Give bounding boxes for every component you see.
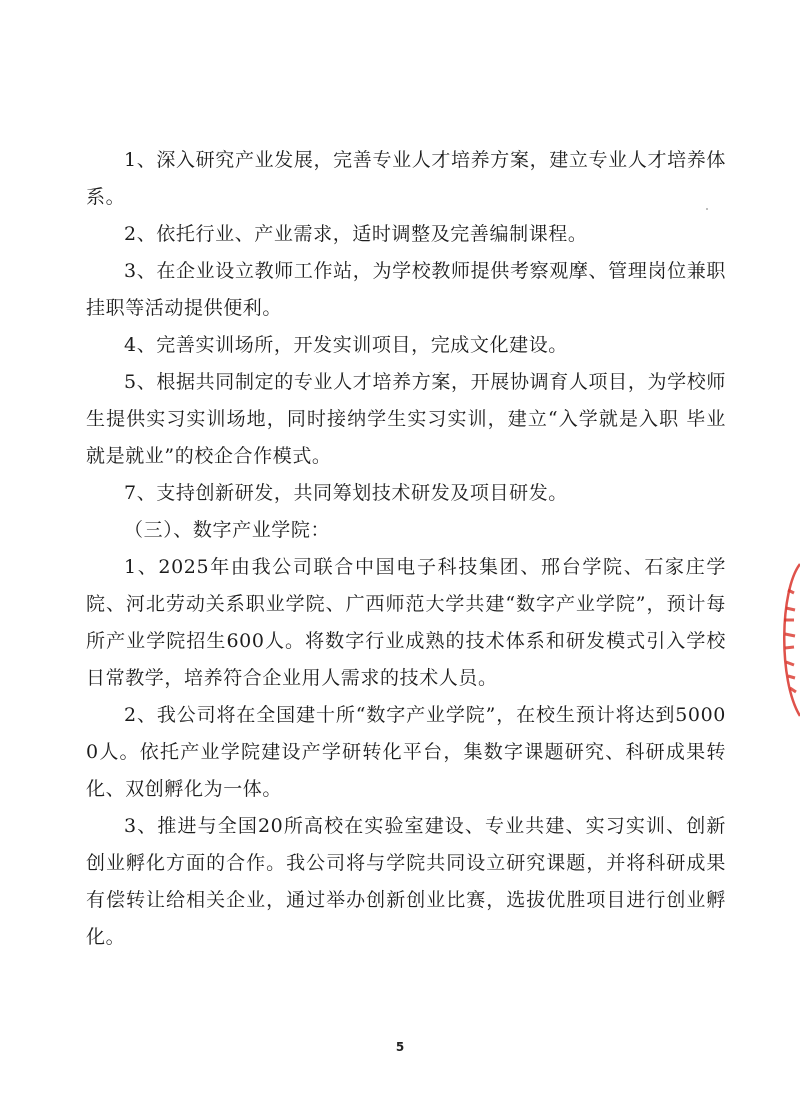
body-text: [86, 142, 726, 956]
digital-paragraph-3: 3、推进与全国20所高校在实验室建设、专业共建、实习实训、创新创业孵化方面的合作。我公司将与学院共同设立研究课题，并将科研成果有偿转让给相关企业，通过举办创新创业比赛，选拔优胜项目进行创业孵化。: [86, 815, 726, 948]
paragraph-2: 2、依托行业、产业需求，适时调整及完善编制课程。: [124, 223, 588, 245]
paragraph-7: 7、支持创新研发，共同筹划技术研发及项目研发。: [124, 482, 568, 504]
digital-paragraph-1: 1、2025年由我公司联合中国电子科技集团、邢台学院、石家庄学院、河北劳动关系职业学院、广西师范大学共建“数字产业学院”，预计每所产业学院招生600人。将数字行业成熟的技术体系和研发模式引入学校日常教学，培养符合企业用人需求的技术人员。: [86, 556, 726, 689]
section-heading: （三）、数字产业学院：: [124, 519, 331, 541]
red-seal-fragment-icon: [770, 560, 800, 720]
paragraph-5: 5、根据共同制定的专业人才培养方案，开展协调育人项目，为学校师生提供实习实训场地，同时接纳学生实习实训，建立“入学就是入职 毕业就是就业”的校企合作模式。: [86, 371, 726, 467]
paragraph-1: 1、深入研究产业发展，完善专业人才培养方案，建立专业人才培养体系。: [86, 149, 726, 208]
page-number: 5: [395, 1040, 405, 1054]
paragraph-4: 4、完善实训场所，开发实训项目，完成文化建设。: [124, 334, 568, 356]
scan-speck: [706, 208, 708, 210]
digital-paragraph-2: 2、我公司将在全国建十所“数字产业学院”，在校生预计将达到50000人。依托产业学院建设产学研转化平台，集数字课题研究、科研成果转化、双创孵化为一体。: [86, 704, 726, 800]
paragraph-3: 3、在企业设立教师工作站，为学校教师提供考察观摩、管理岗位兼职挂职等活动提供便利。: [86, 260, 726, 319]
